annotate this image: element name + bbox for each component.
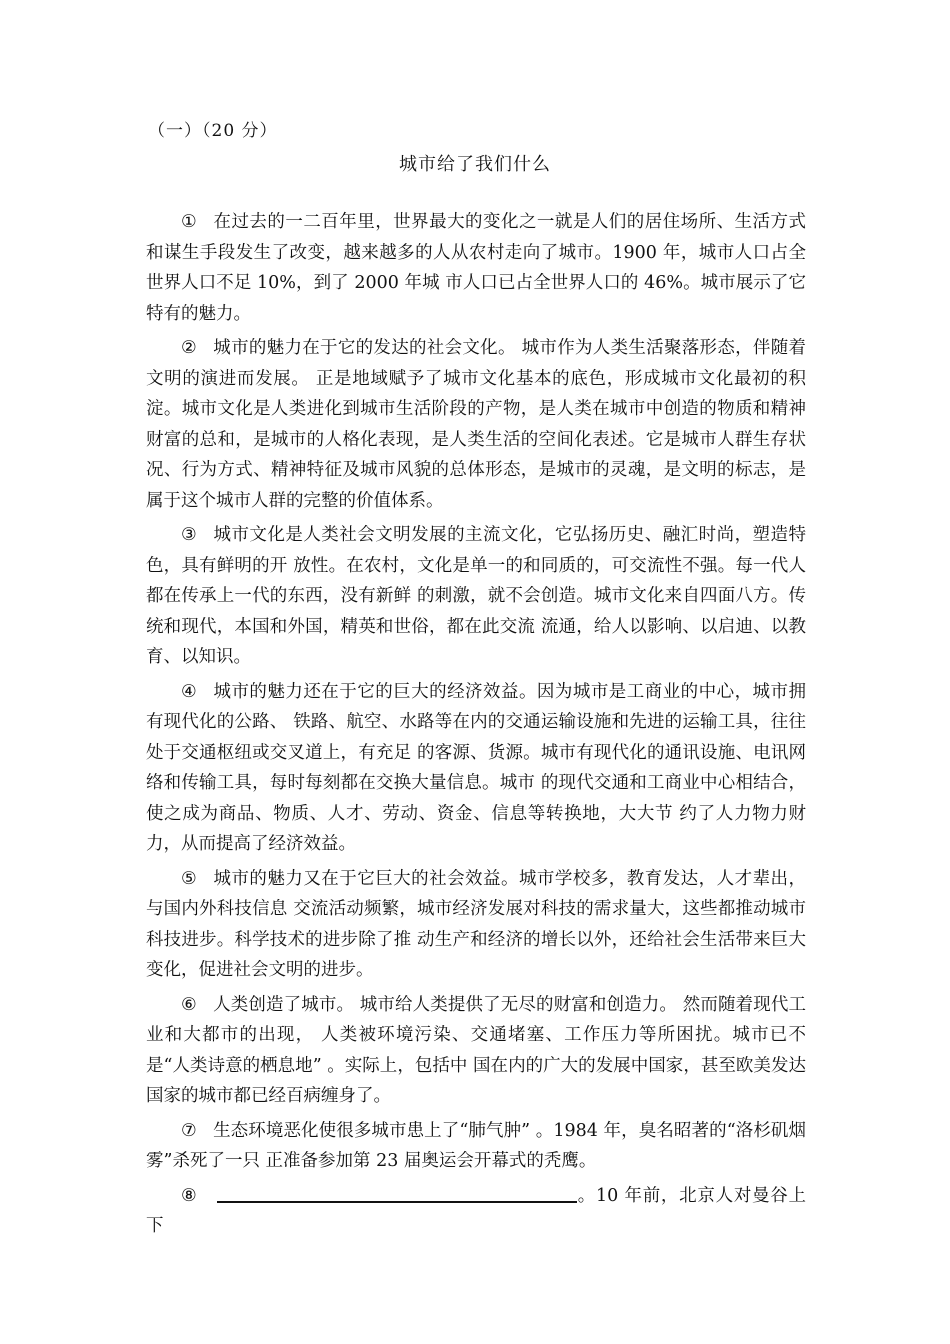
paragraph-number: ②: [181, 338, 197, 358]
paragraph-text: 城市的魅力又在于它巨大的社会效益。城市学校多，教育发达，人才辈出，与国内外科技信息 交流活动频繁，城市经济发展对科技的需求量大，这些都推动城市科技进步。科学技术的进步除了推 动生产和经济的增长以外，还给社会生活带来巨大变化，促进社会文明的进步。: [146, 868, 806, 980]
paragraph-4: [146, 677, 806, 860]
paragraph-number: ③: [181, 525, 197, 545]
section-header: （一）（20 分）: [148, 121, 278, 141]
paragraph-text: 在过去的一二百年里，世界最大的变化之一就是人们的居住场所、生活方式和谋生手段发生了改变，越来越多的人从农村走向了城市。1900 年，城市人口占全世界人口不足 10%，到了 2000 年城 市人口已占全世界人口的 46%。城市展示了它特有的魅力。: [146, 212, 806, 324]
paragraph-text: 生态环境恶化使很多城市患上了“肺气肿” 。1984 年，臭名昭著的“洛杉矶烟雾”杀死了一只 正准备参加第 23 届奥运会开幕式的秃鹰。: [146, 1120, 806, 1171]
paragraph-1: [146, 207, 806, 329]
article-body: [146, 207, 806, 1246]
paragraph-number: ⑦: [181, 1120, 197, 1141]
paragraph-number: ①: [181, 212, 197, 232]
paragraph-7: [146, 1116, 806, 1177]
paragraph-8: [146, 1181, 806, 1242]
paragraph-5: [146, 864, 806, 986]
paragraph-number: ⑤: [181, 868, 197, 889]
fill-in-blank-line[interactable]: [217, 1183, 577, 1203]
paragraph-3: [146, 520, 806, 673]
paragraph-number: ⑥: [181, 994, 197, 1015]
article-title: 城市给了我们什么: [399, 154, 551, 175]
paragraph-text: 城市的魅力还在于它的巨大的经济效益。因为城市是工商业的中心，城市拥有现代化的公路、 铁路、航空、水路等在内的交通运输设施和先进的运输工具，往往处于交通枢纽或交叉道上，有充足 的客源、货源。城市有现代化的通讯设施、电讯网络和传输工具，每时每刻都在交换大量信息。城市 的现代交通和工商业中心相结合，使之成为商品、物质、人才、劳动、资金、信息等转换地，大大节 约了人力物力财力，从而提高了经济效益。: [146, 681, 806, 854]
paragraph-text: 。10 年前，北京人对曼谷上下: [146, 1185, 806, 1236]
paragraph-text: 人类创造了城市。 城市给人类提供了无尽的财富和创造力。 然而随着现代工业和大都市的出现， 人类被环境污染、交通堵塞、工作压力等所困扰。城市已不是“人类诗意的栖息地” 。实际上，包括中 国在内的广大的发展中国家，甚至欧美发达国家的城市都已经百病缠身了。: [146, 994, 806, 1106]
paragraph-text: 城市文化是人类社会文明发展的主流文化，它弘扬历史、融汇时尚，塑造特色，具有鲜明的开 放性。在农村，文化是单一的和同质的，可交流性不强。每一代人都在传承上一代的东西，没有新鲜 的刺激，就不会创造。城市文化来自四面八方。传统和现代，本国和外国，精英和世俗，都在此交流 流通，给人以影响、以启迪、以教育、以知识。: [146, 525, 806, 667]
paragraph-number: ④: [181, 681, 197, 702]
paragraph-2: [146, 333, 806, 516]
paragraph-text: 城市的魅力在于它的发达的社会文化。 城市作为人类生活聚落形态，伴随着文明的演进而发展。 正是地域赋予了城市文化基本的底色，形成城市文化最初的积淀。城市文化是人类进化到城市生活阶段的产物，是人类在城市中创造的物质和精神财富的总和，是城市的人格化表现，是人类生活的空间化表述。它是城市人群生存状况、行为方式、精神特征及城市风貌的总体形态，是城市的灵魂，是文明的标志，是属于这个城市人群的完整的价值体系。: [146, 338, 806, 511]
paragraph-6: [146, 990, 806, 1112]
paragraph-number: ⑧: [181, 1185, 197, 1206]
